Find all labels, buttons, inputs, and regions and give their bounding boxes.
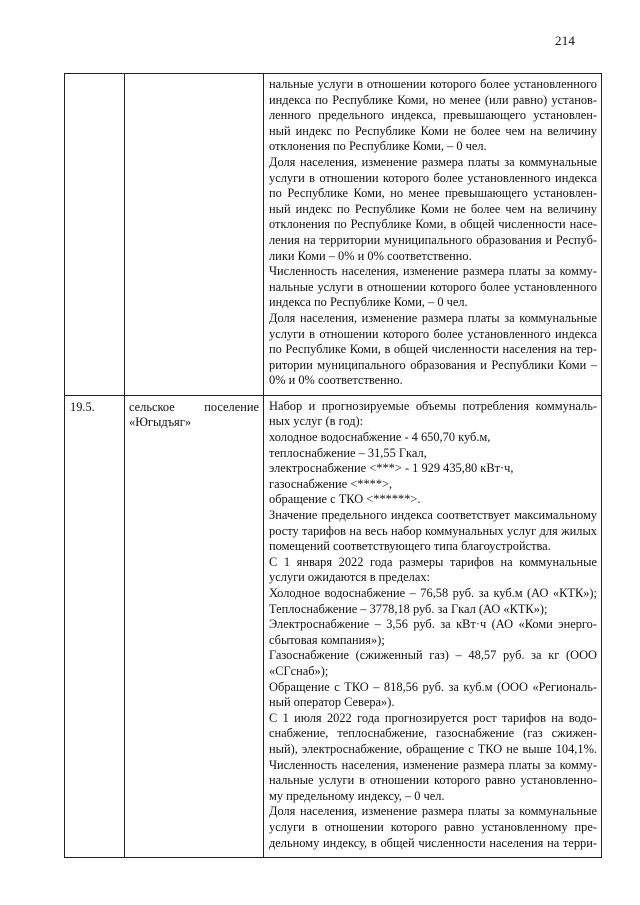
text-line: Теплоснабжение – 3778,18 руб. за Гкал (АО «КТК»); <box>269 601 548 616</box>
municipality-name-cell <box>125 74 264 396</box>
text-line: нальные услуги в отношении которого более установленного <box>269 77 597 91</box>
text-line: С 1 января 2022 года размеры тарифов на коммунальные <box>269 554 597 569</box>
text-line: С 1 июля 2022 года прогнозируется рост тарифов на водо- <box>269 710 597 725</box>
text-line: Обращение с ТКО – 818,56 руб. за куб.м (ООО «Региональ- <box>269 679 597 694</box>
text-line: Значение предельного индекса соответствует максимальному <box>269 508 597 523</box>
text-line: услуги в отношении которого более установленного индекса <box>269 326 597 341</box>
text-line: по Республике Коми, в общей численности населения на тер- <box>269 342 597 357</box>
text-line: 0% и 0% соответственно. <box>269 373 403 388</box>
text-line: помещений соответствующего типа благоустройства. <box>269 539 551 554</box>
municipality-type: сельское поселение <box>129 399 259 414</box>
row-number-cell: 19.5. <box>65 395 125 857</box>
municipality-name: «Югыдъяг» <box>129 415 192 430</box>
text-line: росту тарифов на весь набор коммунальных услуг для жилых <box>269 523 597 538</box>
text-line: обращение с ТКО <******>. <box>269 492 421 507</box>
page-number: 214 <box>555 33 576 48</box>
description-text <box>269 77 597 389</box>
text-line: Доля населения, изменение размера платы за коммунальные <box>269 154 597 169</box>
description-cell <box>264 395 602 857</box>
description-cell <box>264 74 602 396</box>
text-line: Электроснабжение – 3,56 руб. за кВт·ч (АО «Коми энерго- <box>269 617 597 632</box>
text-line: лики Коми – 0% и 0% соответственно. <box>269 248 472 263</box>
text-line: му предельному индексу, – 0 чел. <box>269 788 445 803</box>
text-line: отклонения по Республике Коми, в общей численности насе- <box>269 217 597 232</box>
text-line: ритории муниципального образования и Республики Коми – <box>269 357 597 372</box>
text-line: сбытовая компания»); <box>269 632 385 647</box>
text-line: ный), электроснабжение, обращение с ТКО не выше 104,1%. <box>269 741 597 756</box>
tariff-table <box>64 73 602 858</box>
text-line: ный индекс по Республике Коми не более чем на величину <box>269 201 597 216</box>
row-number-cell <box>65 74 125 396</box>
text-line: Численность населения, изменение размера платы за комму- <box>269 757 597 772</box>
text-line: теплоснабжение – 31,55 Гкал, <box>269 445 427 460</box>
text-line: «СГснаб»); <box>269 663 329 678</box>
text-line: индекса по Республике Коми, но менее (или равно) установ- <box>269 92 597 107</box>
text-line: услуги в отношении которого более установленного индекса <box>269 170 597 185</box>
text-line: ный оператор Севера»). <box>269 695 395 710</box>
text-line: Холодное водоснабжение – 76,58 руб. за куб.м (АО «КТК»); <box>269 586 597 600</box>
text-line: Доля населения, изменение размера платы за коммунальные <box>269 804 597 819</box>
text-line: электроснабжение <***> - 1 929 435,80 кВт·ч, <box>269 461 514 476</box>
text-line: Численность населения, изменение размера платы за комму- <box>269 264 597 279</box>
text-line: ления на территории муниципального образования и Респуб- <box>269 232 597 247</box>
table-row-continuation <box>65 74 602 396</box>
text-line: услуги ожидаются в пределах: <box>269 570 430 585</box>
description-text <box>269 399 597 851</box>
text-line: по Республике Коми, но менее превышающего установлен- <box>269 186 597 201</box>
text-line: Газоснабжение (сжиженный газ) – 48,57 руб. за кг (ООО <box>269 648 597 663</box>
text-line: индекса по Республике Коми, – 0 чел. <box>269 295 468 310</box>
municipality-name-cell <box>125 395 264 857</box>
text-line: холодное водоснабжение - 4 650,70 куб.м, <box>269 430 491 445</box>
text-line: ный индекс по Республике Коми не более чем на величину <box>269 123 597 138</box>
table-row-19-5 <box>65 395 602 857</box>
text-line: нальные услуги в отношении которого равно установленно- <box>269 773 597 788</box>
text-line: газоснабжение <****>, <box>269 476 393 491</box>
text-line: услуги в отношении которого равно установленному пре- <box>269 819 597 834</box>
text-line: ленного предельного индекса, превышающего установлен- <box>269 108 597 123</box>
text-line: нальные услуги в отношении которого более установленного <box>269 279 597 294</box>
text-line: дельному индексу, в общей численности населения на терри- <box>269 835 597 850</box>
text-line: отклонения по Республике Коми, – 0 чел. <box>269 139 487 154</box>
text-line: ных услуг (в год): <box>269 414 364 429</box>
text-line: снабжение, теплоснабжение, газоснабжение (газ сжижен- <box>269 726 597 741</box>
text-line: Доля населения, изменение размера платы за коммунальные <box>269 310 597 325</box>
text-line: Набор и прогнозируемые объемы потребления коммуналь- <box>269 398 597 413</box>
